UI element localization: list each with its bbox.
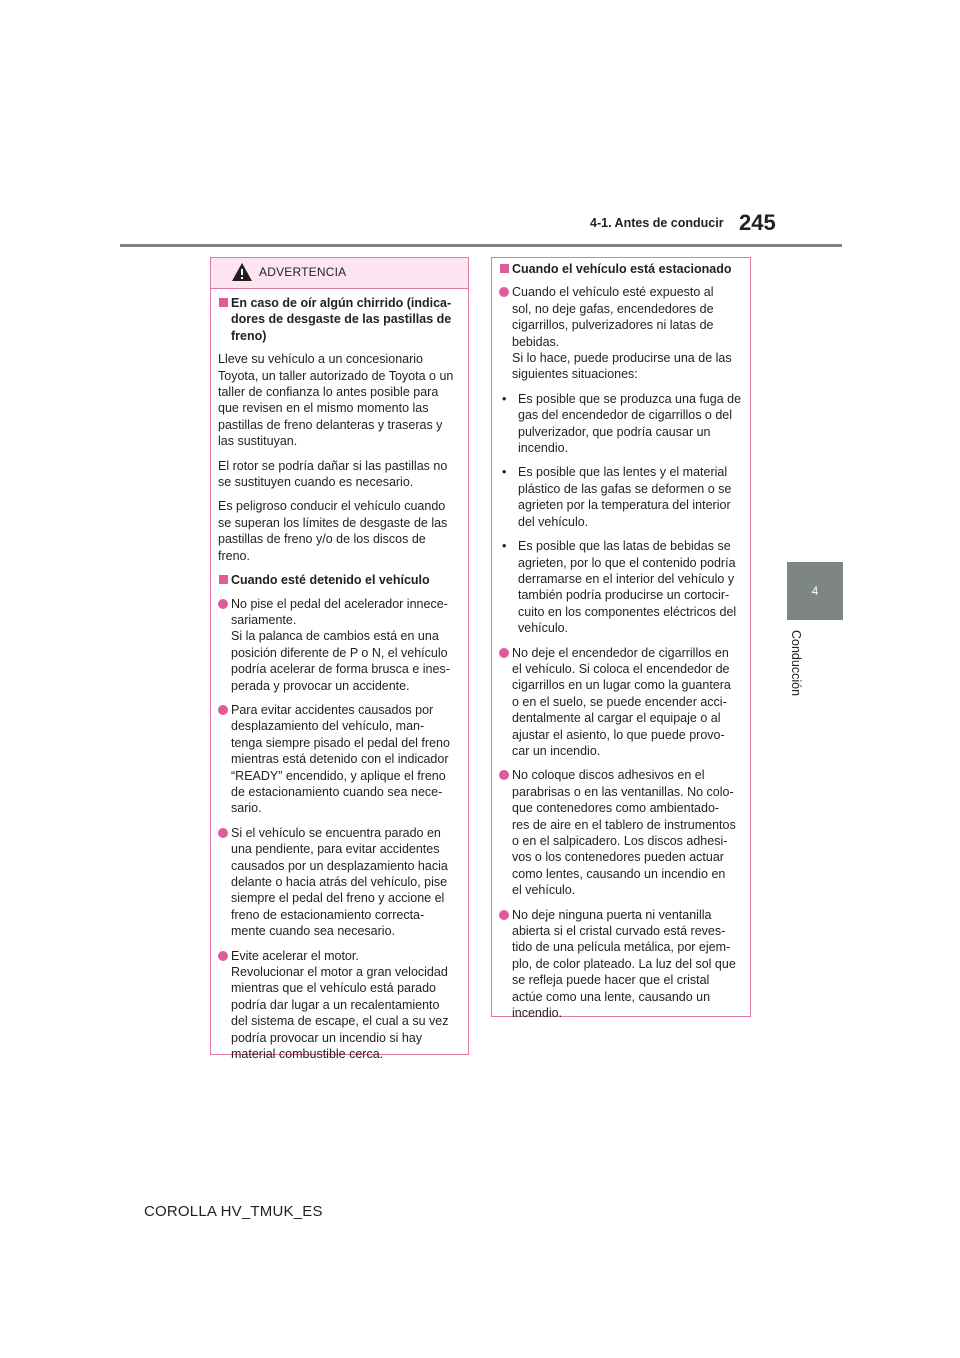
page-number: 245 <box>739 210 776 235</box>
paragraph: Lleve su vehículo a un concesionario Toyota, un taller autorizado de Toyota o un taller de confianza lo antes posible para que revisen en el mismo momento las pastillas de freno delanteras y traseras y las sustituyan. <box>218 352 454 449</box>
parked-body <box>492 258 750 1021</box>
sub-list-item: • Es posible que las lentes y el material plástico de las gafas se deformen o se agrieten por la temperatura del interior del vehículo. <box>499 464 743 530</box>
list-item: Cuando el vehículo esté expuesto al sol, no deje gafas, encendedores de cigarrillos, pulverizadores ni latas de bebidas. Si lo hace, puede producirse una de las siguientes situaciones: <box>499 284 743 382</box>
section-title: 4-1. Antes de conducir <box>590 216 724 230</box>
warning-box <box>210 257 469 1062</box>
section-heading-stopped: Cuando esté detenido el vehículo <box>218 572 461 588</box>
section-heading-parked: Cuando el vehículo está estacionado <box>499 261 743 277</box>
sub-list-item: • Es posible que las latas de bebidas se agrieten, por lo que el contenido podría derramarse en el interior del vehículo y también podría producirse un cortocir- cuito en los componentes eléctricos del vehículo. <box>499 538 743 636</box>
header-rule <box>120 244 842 247</box>
chapter-tab: 4 <box>787 562 843 620</box>
sub-list-item: • Es posible que se produzca una fuga de gas del encendedor de cigarrillos o del pulverizador, que podría causar un incendio. <box>499 391 743 457</box>
footer-model: COROLLA HV_TMUK_ES <box>144 1203 323 1220</box>
list-item: Evite acelerar el motor. Revolucionar el motor a gran velocidad mientras que el vehículo está parado podría dar lugar a un recalentamiento del sistema de escape, el cual a su vez podría provocar un incendio si hay material combustible cerca. <box>218 948 461 1063</box>
section-heading-brake-pads: En caso de oír algún chirrido (indica- dores de desgaste de las pastillas de freno) <box>218 295 461 344</box>
warning-header <box>211 258 468 289</box>
list-item: No pise el pedal del acelerador innece- sariamente. Si la palanca de cambios está en una posición diferente de P o N, el vehículo podría acelerar de forma brusca e ines- perada y provocar un accidente. <box>218 596 461 694</box>
warning-body <box>211 289 468 1062</box>
list-item: No coloque discos adhesivos en el parabrisas o en las ventanillas. No colo- que contenedores como ambientado- res de aire en el tablero de instrumentos o en el salpicadero. Los discos adhesi- vos o los contenedores pueden actuar como lentes, causando un incendio en el vehículo. <box>499 767 743 898</box>
list-item: Para evitar accidentes causados por desplazamiento del vehículo, man- tenga siempre pisado el pedal del freno mientras está detenido con el indicador “READY” encendido, y aplique el freno de estacionamiento cuando sea nece- sario. <box>218 702 461 817</box>
list-item: No deje el encendedor de cigarrillos en el vehículo. Si coloca el encendedor de cigarrillos en un lugar como la guantera o en el suelo, se puede encender acci- dentalmente al cargar el equipaje o al ajustar el asiento, lo que puede provo- car un incendio. <box>499 645 743 760</box>
warning-title: ADVERTENCIA <box>259 265 347 279</box>
list-item: Si el vehículo se encuentra parado en una pendiente, para evitar accidentes causados por un desplazamiento hacia delante o hacia atrás del vehículo, pise siempre el pedal del freno y accione el freno de estacionamiento correcta- mente cuando sea necesario. <box>218 825 461 940</box>
paragraph: El rotor se podría dañar si las pastillas no se sustituyen cuando es necesario. <box>218 458 448 490</box>
parked-warning-box <box>491 257 751 1021</box>
list-item: No deje ninguna puerta ni ventanilla abierta si el cristal curvado está reves- tido de una película metálica, por ejem- plo, de color plateado. La luz del sol que se refleja puede hacer que el cristal actúe como una lente, causando un incendio. <box>499 907 743 1022</box>
chapter-label: Conducción <box>789 630 803 697</box>
paragraph: Es peligroso conducir el vehículo cuando se superan los límites de desgaste de las pastillas de freno y/o de los discos de freno. <box>218 499 448 563</box>
warning-triangle-icon <box>231 262 253 282</box>
